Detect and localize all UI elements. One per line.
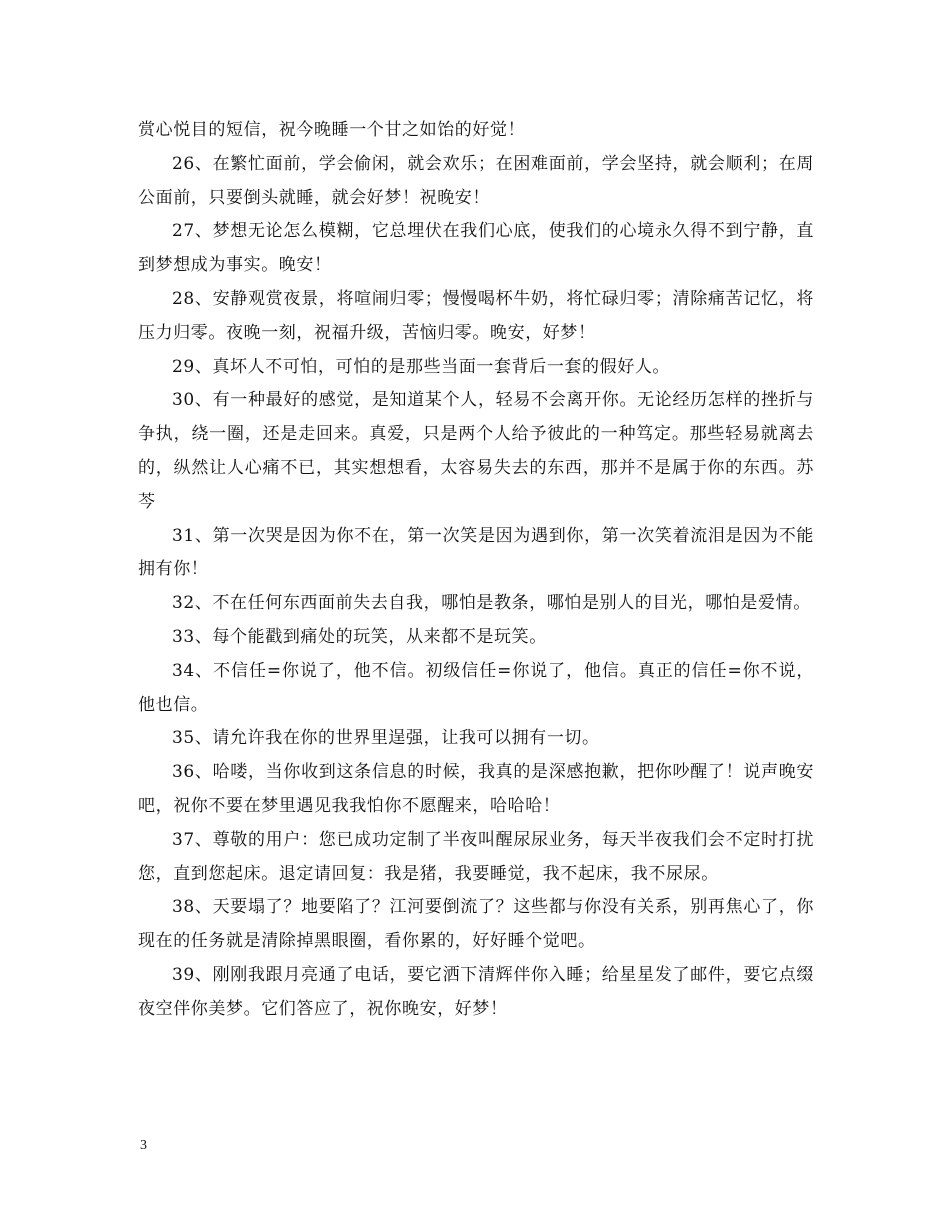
paragraph-38: 38、天要塌了？地要陷了？江河要倒流了？这些都与你没有关系，别再焦心了，你现在的任务就是清除掉黑眼圈，看你累的，好好睡个觉吧。 bbox=[138, 897, 814, 952]
paragraph-26: 26、在繁忙面前，学会偷闲，就会欢乐；在困难面前，学会坚持，就会顺利；在周公面前，只要倒头就睡，就会好梦！祝晚安！ bbox=[138, 153, 814, 208]
paragraph-29: 29、真坏人不可怕，可怕的是那些当面一套背后一套的假好人。 bbox=[172, 356, 671, 377]
page-number: 3 bbox=[140, 1138, 147, 1153]
paragraph-continuation: 赏心悦目的短信，祝今晚睡一个甘之如饴的好觉！ bbox=[138, 120, 526, 140]
paragraph-31: 31、第一次哭是因为你不在，第一次笑是因为遇到你，第一次笑着流泪是因为不能拥有你！ bbox=[138, 525, 814, 580]
paragraph-27: 27、梦想无论怎么模糊，它总埋伏在我们心底，使我们的心境永久得不到宁静，直到梦想成为事实。晚安！ bbox=[138, 221, 814, 276]
paragraph-36: 36、哈喽，当你收到这条信息的时候，我真的是深感抱歉，把你吵醒了！说声晚安吧，祝你不要在梦里遇见我我怕你不愿醒来，哈哈哈！ bbox=[138, 762, 814, 816]
paragraph-28: 28、安静观赏夜景，将喧闹归零；慢慢喝杯牛奶，将忙碌归零；清除痛苦记忆，将压力归零。夜晚一刻，祝福升级，苦恼归零。晚安，好梦！ bbox=[138, 288, 814, 343]
paragraph-33: 33、每个能戳到痛处的玩笑，从来都不是玩笑。 bbox=[172, 626, 547, 647]
paragraph-32: 32、不在任何东西面前失去自我，哪怕是教条，哪怕是别人的目光，哪怕是爱情。 bbox=[172, 593, 811, 614]
paragraph-35: 35、请允许我在你的世界里逞强，让我可以拥有一切。 bbox=[172, 728, 600, 749]
paragraph-30: 30、有一种最好的感觉，是知道某个人，轻易不会离开你。无论经历怎样的挫折与争执，绕一圈，还是走回来。真爱，只是两个人给予彼此的一种笃定。那些轻易就离去的，纵然让人心痛不已，其实想想看，太容易失去的东西，那并不是属于你的东西。苏芩 bbox=[138, 390, 814, 512]
paragraph-39: 39、刚刚我跟月亮通了电话，要它洒下清辉伴你入睡；给星星发了邮件，要它点缀夜空伴你美梦。它们答应了，祝你晚安，好梦！ bbox=[138, 964, 814, 1019]
paragraph-37: 37、尊敬的用户：您已成功定制了半夜叫醒尿尿业务，每天半夜我们会不定时打扰您，直到您起床。退定请回复：我是猪，我要睡觉，我不起床，我不尿尿。 bbox=[138, 829, 814, 884]
document-body bbox=[138, 114, 814, 1027]
paragraph-34: 34、不信任=你说了，他不信。初级信任=你说了，他信。真正的信任=你不说，他也信。 bbox=[138, 660, 814, 715]
